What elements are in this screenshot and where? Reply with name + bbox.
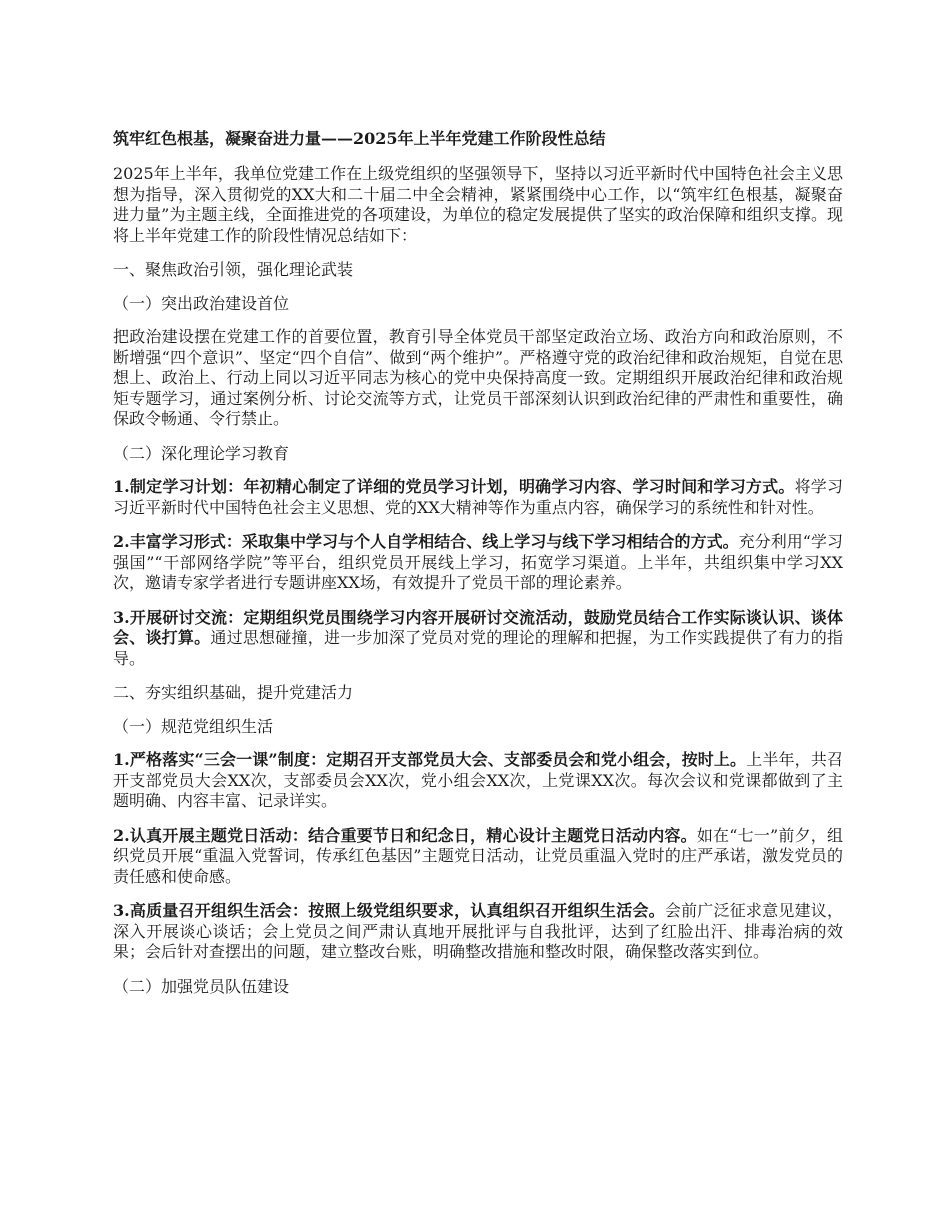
study-form-item bbox=[113, 532, 843, 594]
study-plan-item bbox=[113, 477, 843, 518]
meetings-item bbox=[113, 750, 843, 812]
section-1-sub-2-heading: （二）深化理论学习教育 bbox=[113, 443, 290, 463]
life-meeting-item bbox=[113, 901, 843, 963]
section-1-sub-1-heading: （一）突出政治建设首位 bbox=[113, 293, 290, 313]
document-title: 筑牢红色根基，凝聚奋进力量——2025年上半年党建工作阶段性总结 bbox=[113, 129, 606, 148]
item-lead: 3.开展研讨交流：定期组织党员围绕学习内容开展研讨交流活动，鼓励党员结合工作实际谈认识、谈体会、谈打算。 bbox=[113, 607, 843, 647]
seminar-item bbox=[113, 608, 843, 670]
item-text: 通过思想碰撞，进一步加深了党员对党的理论的理解和把握，为工作实践提供了有力的指导。 bbox=[113, 628, 843, 668]
item-lead: 2.认真开展主题党日活动：结合重要节日和纪念日，精心设计主题党日活动内容。 bbox=[113, 825, 697, 845]
item-lead: 3.高质量召开组织生活会：按照上级党组织要求，认真组织召开组织生活会。 bbox=[113, 901, 665, 920]
section-2-sub-2-heading: （二）加强党员队伍建设 bbox=[113, 976, 290, 996]
section-1-heading: 一、聚焦政治引领，强化理论武装 bbox=[113, 260, 354, 279]
item-text: 上半年，共召开支部党员大会XX次，支部委员会XX次，党小组会XX次，上党课XX次。每次会议和党课都做到了主题明确、内容丰富、记录详实。 bbox=[113, 750, 843, 810]
party-day-item bbox=[113, 826, 843, 888]
item-text: 将学习习近平新时代中国特色社会主义思想、党的XX大精神等作为重点内容，确保学习的系统性和针对性。 bbox=[113, 477, 843, 517]
section-1-sub-1-paragraph: 把政治建设摆在党建工作的首要位置，教育引导全体党员干部坚定政治立场、政治方向和政治原则，不断增强“四个意识”、坚定“四个自信”、做到“两个维护”。严格遵守党的政治纪律和政治规矩，自觉在思想上、政治上、行动上同以习近平同志为核心的党中央保持高度一致。定期组织开展政治纪律和政治规矩专题学习，通过案例分析、讨论交流等方式，让党员干部深刻认识到政治纪律的严肃性和重要性，确保政令畅通、令行禁止。 bbox=[113, 327, 843, 428]
document-page bbox=[113, 128, 843, 1010]
item-lead: 1.制定学习计划：年初精心制定了详细的党员学习计划，明确学习内容、学习时间和学习方式。 bbox=[113, 477, 795, 496]
item-lead: 1.严格落实“三会一课”制度：定期召开支部党员大会、支部委员会和党小组会，按时上。 bbox=[113, 750, 747, 769]
section-2-sub-1-heading: （一）规范党组织生活 bbox=[113, 716, 274, 736]
section-2-heading: 二、夯实组织基础，提升党建活力 bbox=[113, 683, 354, 702]
item-lead: 2.丰富学习形式：采取集中学习与个人自学相结合、线上学习与线下学习相结合的方式。 bbox=[113, 532, 739, 551]
item-text: 充分利用“学习强国”“干部网络学院”等平台，组织党员开展线上学习，拓宽学习渠道。上半年，共组织集中学习XX次，邀请专家学者进行专题讲座XX场，有效提升了党员干部的理论素养。 bbox=[113, 532, 843, 592]
item-text: 会前广泛征求意见建议，深入开展谈心谈话；会上党员之间严肃认真地开展批评与自我批评，达到了红脸出汗、排毒治病的效果；会后针对查摆出的问题，建立整改台账，明确整改措施和整改时限，确保整改落实到位。 bbox=[113, 901, 843, 961]
item-text: 如在“七一”前夕，组织党员开展“重温入党誓词，传承红色基因”主题党日活动，让党员重温入党时的庄严承诺，激发党员的责任感和使命感。 bbox=[113, 825, 843, 886]
intro-paragraph: 2025年上半年，我单位党建工作在上级党组织的坚强领导下，坚持以习近平新时代中国特色社会主义思想为指导，深入贯彻党的XX大和二十届二中全会精神，紧紧围绕中心工作，以“筑牢红色根基，凝聚奋进力量”为主题主线，全面推进党的各项建设，为单位的稳定发展提供了坚实的政治保障和组织支撑。现将上半年党建工作的阶段性情况总结如下： bbox=[113, 164, 843, 245]
